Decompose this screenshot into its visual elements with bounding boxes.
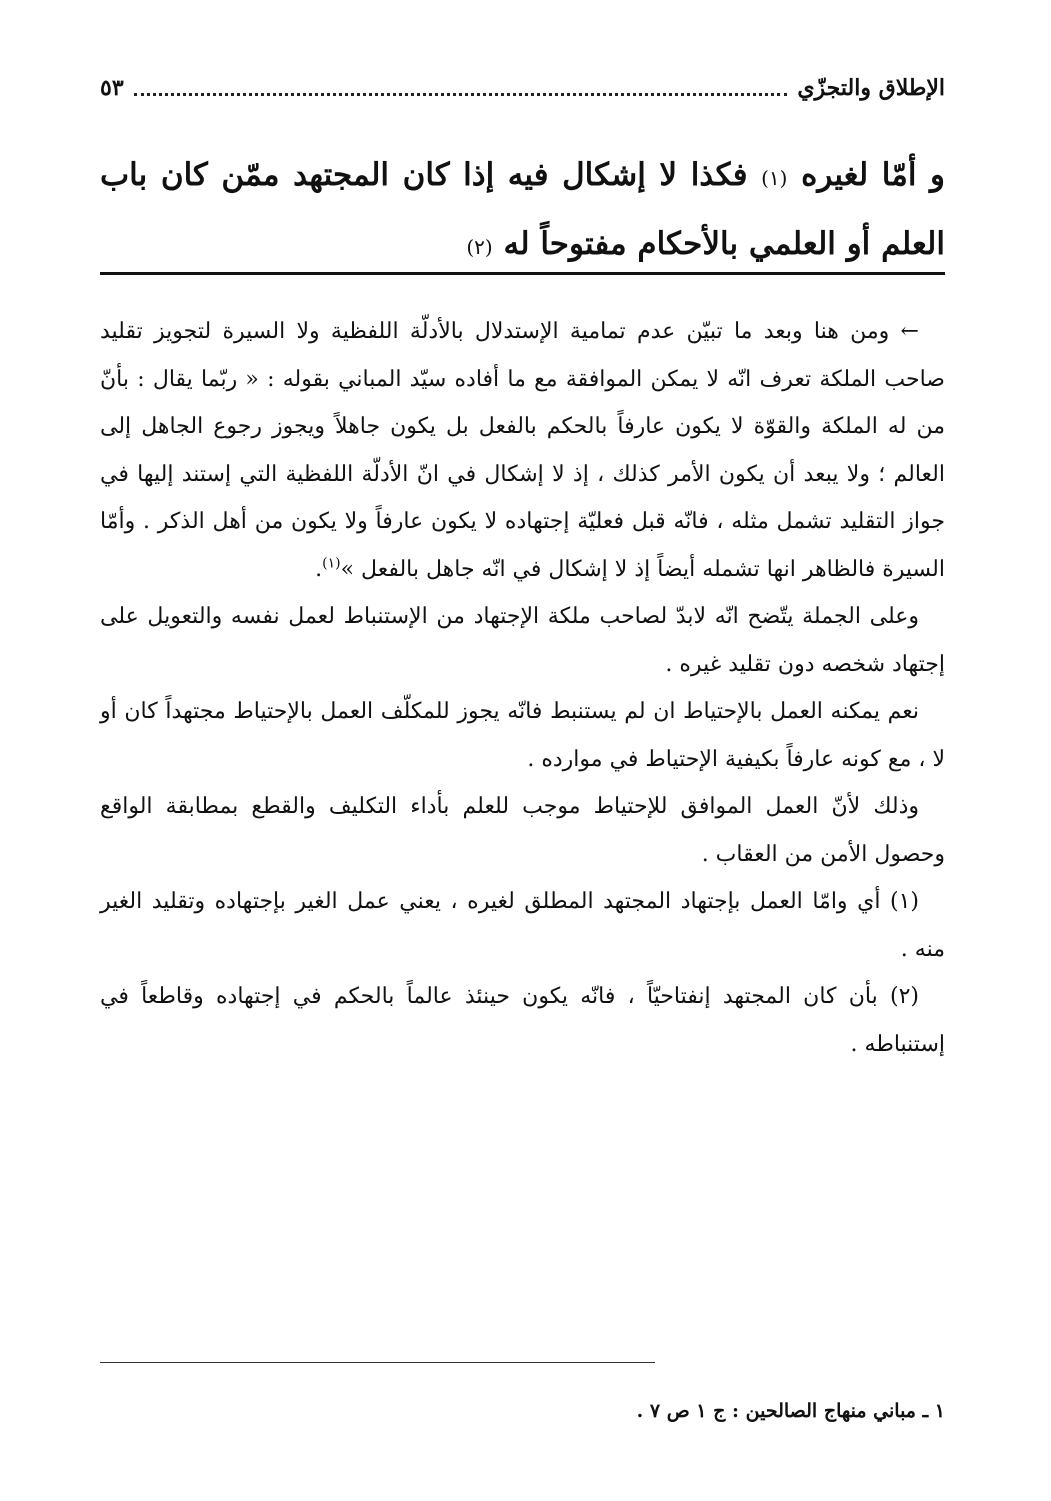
footnote-ref-2: (٢) [466, 235, 493, 259]
book-page [100, 0, 945, 1501]
main-text-divider [100, 272, 945, 275]
main-text-part-1: و أمّا لغيره [801, 157, 945, 193]
commentary-note-2: (٢) بأن كان المجتهد إنفتاحيّاً ، فانّه يكون حينئذ عالماً بالحكم في إجتهاده وقاطعاً في إستنباطه . [100, 984, 945, 1057]
commentary-paragraph: نعم يمكنه العمل بالإحتياط ان لم يستنبط فانّه يجوز للمكلّف العمل بالإحتياط مجتهداً كان أو لا ، مع كونه عارفاً بكيفية الإحتياط في موارده . [100, 699, 945, 772]
commentary-note-1: (١) أي وامّا العمل بإجتهاد المجتهد المطلق لغيره ، يعني عمل الغير بإجتهاده وتقليد الغير منه . [100, 889, 945, 962]
main-text-part-2: فكذا لا إشكال فيه إذا كان المجتهد ممّن كان باب العلم أو العلمي بالأحكام مفتوحاً له [100, 157, 945, 262]
main-text [100, 142, 945, 280]
page-number: ٥٣ [100, 75, 124, 101]
footnote-ref-1: (١) [761, 166, 788, 190]
quote-footnote-ref: (١) [322, 555, 341, 572]
running-header [100, 70, 945, 106]
commentary [100, 308, 945, 1068]
footnote: ١ ـ مباني منهاج الصالحين : ج ١ ص ٧ . [636, 1400, 945, 1422]
commentary-paragraph: وذلك لأنّ العمل الموافق للإحتياط موجب للعلم بأداء التكليف والقطع بمطابقة الواقع وحصول الأمن من العقاب . [100, 794, 945, 867]
leader-dots [134, 93, 788, 96]
footnote-divider [100, 1362, 655, 1363]
commentary-paragraph: وعلى الجملة يتّضح انّه لابدّ لصاحب ملكة الإجتهاد من الإستنباط لعمل نفسه والتعويل على إجتهاد شخصه دون تقليد غيره . [100, 604, 945, 677]
chapter-title: الإطلاق والتجزّي [797, 75, 945, 101]
commentary-paragraph: ← ومن هنا وبعد ما تبيّن عدم تمامية الإستدلال بالأدلّة اللفظية ولا السيرة لتجويز تقليد صاحب الملكة تعرف انّه لا يمكن الموافقة مع ما أفاده سيّد المباني بقوله : « ربّما يقال : بأنّ من له الملكة والقوّة لا يكون عارفاً بالحكم بالفعل بل يكون جاهلاً ويجوز رجوع الجاهل إلى العالم ؛ ولا يبعد أن يكون الأمر كذلك ، إذ لا إشكال في انّ الأدلّة اللفظية التي إستند إليها في جواز التقليد تشمل مثله ، فانّه قبل فعليّة إجتهاده لا يكون عارفاً ولا يكون من أهل الذكر . وأمّا السيرة فالظاهر انها تشمله أيضاً إذ لا إشكال في انّه جاهل بالفعل »$^{(١)}$. [100, 319, 945, 582]
